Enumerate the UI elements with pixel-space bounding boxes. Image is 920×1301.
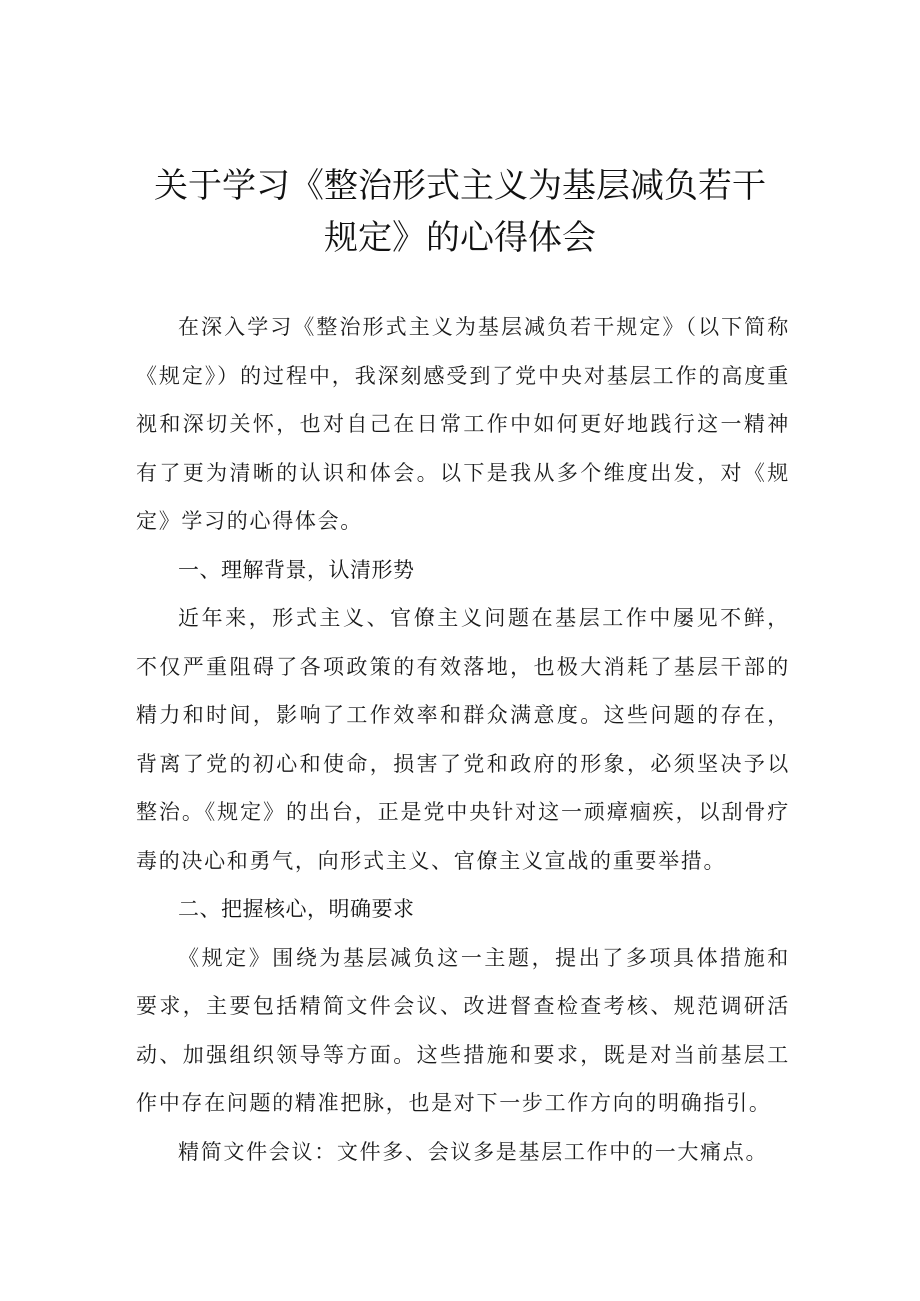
- section-1-paragraph: 近年来，形式主义、官僚主义问题在基层工作中屡见不鲜，不仅严重阻碍了各项政策的有效落地，也极大消耗了基层干部的精力和时间，影响了工作效率和群众满意度。这些问题的存在，背离了党的初心和使命，损害了党和政府的形象，必须坚决予以整治。《规定》的出台，正是党中央针对这一顽瘴痼疾，以刮骨疗毒的决心和勇气，向形式主义、官僚主义宣战的重要举措。: [136, 606, 790, 873]
- section-1-heading: 一、理解背景，认清形势: [178, 557, 415, 582]
- document-title: [100, 160, 820, 264]
- section-2-heading: 二、把握核心，明确要求: [178, 897, 415, 921]
- section-2-item-1: 精简文件会议：文件多、会议多是基层工作中的一大痛点。: [178, 1139, 769, 1164]
- intro-paragraph: 在深入学习《整治形式主义为基层减负若干规定》（以下简称《规定》）的过程中，我深刻感受到了党中央对基层工作的高度重视和深切关怀，也对自己在日常工作中如何更好地践行这一精神有了更为清晰的认识和体会。以下是我从多个维度出发，对《规定》学习的心得体会。: [136, 315, 790, 533]
- title-line-2: 规定》的心得体会: [324, 218, 596, 258]
- document-body: [136, 303, 790, 1176]
- section-2-paragraph: 《规定》围绕为基层减负这一主题，提出了多项具体措施和要求，主要包括精简文件会议、改进督查检查考核、规范调研活动、加强组织领导等方面。这些措施和要求，既是对当前基层工作中存在问题的精准把脉，也是对下一步工作方向的明确指引。: [136, 945, 790, 1115]
- title-line-1: 关于学习《整治形式主义为基层减负若干: [154, 166, 766, 206]
